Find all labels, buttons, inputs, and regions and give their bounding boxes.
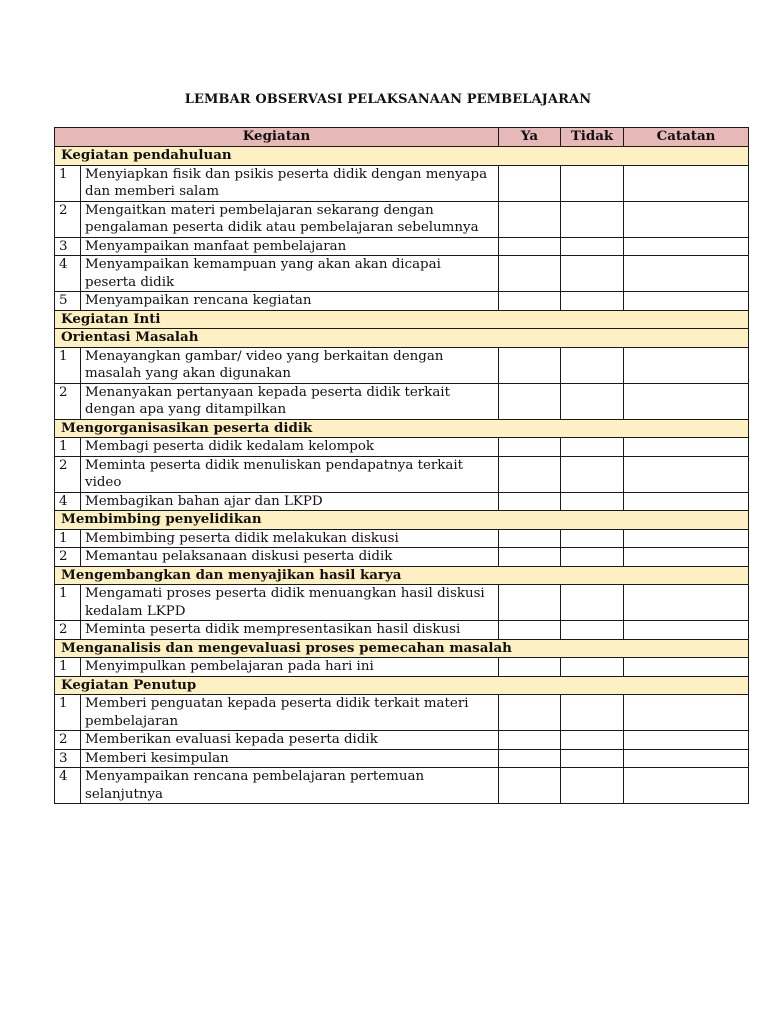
tidak-cell[interactable] bbox=[561, 695, 624, 731]
item-description: Membagikan bahan ajar dan LKPD bbox=[81, 492, 499, 511]
tidak-cell[interactable] bbox=[561, 585, 624, 621]
ya-cell[interactable] bbox=[499, 383, 561, 419]
table-row bbox=[55, 749, 749, 768]
item-number: 2 bbox=[55, 621, 81, 640]
table-row bbox=[55, 695, 749, 731]
section-row bbox=[55, 329, 749, 348]
catatan-cell[interactable] bbox=[624, 585, 749, 621]
ya-cell[interactable] bbox=[499, 548, 561, 567]
item-number: 4 bbox=[55, 768, 81, 804]
catatan-cell[interactable] bbox=[624, 383, 749, 419]
catatan-cell[interactable] bbox=[624, 731, 749, 750]
item-number: 2 bbox=[55, 456, 81, 492]
ya-cell[interactable] bbox=[499, 256, 561, 292]
catatan-cell[interactable] bbox=[624, 165, 749, 201]
section-row bbox=[55, 511, 749, 530]
item-description: Menayangkan gambar/ video yang berkaitan dengan masalah yang akan digunakan bbox=[81, 347, 499, 383]
table-row bbox=[55, 529, 749, 548]
catatan-cell[interactable] bbox=[624, 201, 749, 237]
item-number: 3 bbox=[55, 237, 81, 256]
catatan-cell[interactable] bbox=[624, 695, 749, 731]
tidak-cell[interactable] bbox=[561, 492, 624, 511]
catatan-cell[interactable] bbox=[624, 347, 749, 383]
tidak-cell[interactable] bbox=[561, 768, 624, 804]
item-description: Membimbing peserta didik melakukan diskusi bbox=[81, 529, 499, 548]
item-description: Menyampaikan manfaat pembelajaran bbox=[81, 237, 499, 256]
catatan-cell[interactable] bbox=[624, 768, 749, 804]
table-row bbox=[55, 438, 749, 457]
tidak-cell[interactable] bbox=[561, 529, 624, 548]
section-label: Orientasi Masalah bbox=[55, 329, 749, 348]
tidak-cell[interactable] bbox=[561, 456, 624, 492]
ya-cell[interactable] bbox=[499, 201, 561, 237]
section-row bbox=[55, 676, 749, 695]
catatan-cell[interactable] bbox=[624, 456, 749, 492]
item-number: 2 bbox=[55, 731, 81, 750]
catatan-cell[interactable] bbox=[624, 621, 749, 640]
item-description: Menyimpulkan pembelajaran pada hari ini bbox=[81, 658, 499, 677]
item-description: Mengaitkan materi pembelajaran sekarang dengan pengalaman peserta didik atau pembelajaran sebelumnya bbox=[81, 201, 499, 237]
table-row bbox=[55, 383, 749, 419]
item-number: 1 bbox=[55, 529, 81, 548]
header-catatan: Catatan bbox=[624, 128, 749, 147]
table-row bbox=[55, 456, 749, 492]
section-label: Kegiatan pendahuluan bbox=[55, 147, 749, 166]
tidak-cell[interactable] bbox=[561, 383, 624, 419]
section-row bbox=[55, 147, 749, 166]
section-label: Mengembangkan dan menyajikan hasil karya bbox=[55, 566, 749, 585]
catatan-cell[interactable] bbox=[624, 237, 749, 256]
catatan-cell[interactable] bbox=[624, 256, 749, 292]
item-description: Membagi peserta didik kedalam kelompok bbox=[81, 438, 499, 457]
item-number: 5 bbox=[55, 292, 81, 311]
item-description: Memberi penguatan kepada peserta didik terkait materi pembelajaran bbox=[81, 695, 499, 731]
tidak-cell[interactable] bbox=[561, 621, 624, 640]
table-header-row bbox=[55, 128, 749, 147]
item-number: 1 bbox=[55, 585, 81, 621]
ya-cell[interactable] bbox=[499, 456, 561, 492]
tidak-cell[interactable] bbox=[561, 256, 624, 292]
tidak-cell[interactable] bbox=[561, 658, 624, 677]
item-number: 2 bbox=[55, 548, 81, 567]
item-description: Menyampaikan kemampuan yang akan akan dicapai peserta didik bbox=[81, 256, 499, 292]
table-row bbox=[55, 731, 749, 750]
item-description: Menyampaikan rencana kegiatan bbox=[81, 292, 499, 311]
ya-cell[interactable] bbox=[499, 621, 561, 640]
item-number: 1 bbox=[55, 438, 81, 457]
ya-cell[interactable] bbox=[499, 585, 561, 621]
table-row bbox=[55, 621, 749, 640]
section-row bbox=[55, 310, 749, 329]
table-row bbox=[55, 347, 749, 383]
ya-cell[interactable] bbox=[499, 749, 561, 768]
table-row bbox=[55, 165, 749, 201]
item-number: 1 bbox=[55, 658, 81, 677]
table-row bbox=[55, 658, 749, 677]
item-number: 2 bbox=[55, 201, 81, 237]
section-label: Kegiatan Inti bbox=[55, 310, 749, 329]
catatan-cell[interactable] bbox=[624, 658, 749, 677]
observation-table bbox=[54, 127, 749, 804]
section-row bbox=[55, 566, 749, 585]
table-row bbox=[55, 492, 749, 511]
table-row bbox=[55, 768, 749, 804]
table-row bbox=[55, 585, 749, 621]
ya-cell[interactable] bbox=[499, 438, 561, 457]
tidak-cell[interactable] bbox=[561, 292, 624, 311]
catatan-cell[interactable] bbox=[624, 548, 749, 567]
catatan-cell[interactable] bbox=[624, 529, 749, 548]
item-number: 1 bbox=[55, 165, 81, 201]
tidak-cell[interactable] bbox=[561, 237, 624, 256]
ya-cell[interactable] bbox=[499, 492, 561, 511]
catatan-cell[interactable] bbox=[624, 292, 749, 311]
table-row bbox=[55, 201, 749, 237]
tidak-cell[interactable] bbox=[561, 201, 624, 237]
item-description: Memantau pelaksanaan diskusi peserta didik bbox=[81, 548, 499, 567]
document-title: LEMBAR OBSERVASI PELAKSANAAN PEMBELAJARAN bbox=[184, 92, 592, 107]
section-label: Mengorganisasikan peserta didik bbox=[55, 419, 749, 438]
tidak-cell[interactable] bbox=[561, 749, 624, 768]
item-number: 2 bbox=[55, 383, 81, 419]
ya-cell[interactable] bbox=[499, 165, 561, 201]
item-number: 1 bbox=[55, 347, 81, 383]
tidak-cell[interactable] bbox=[561, 347, 624, 383]
header-kegiatan: Kegiatan bbox=[55, 128, 499, 147]
table-row bbox=[55, 548, 749, 567]
section-row bbox=[55, 639, 749, 658]
ya-cell[interactable] bbox=[499, 731, 561, 750]
tidak-cell[interactable] bbox=[561, 731, 624, 750]
ya-cell[interactable] bbox=[499, 237, 561, 256]
section-label: Kegiatan Penutup bbox=[55, 676, 749, 695]
header-ya: Ya bbox=[499, 128, 561, 147]
item-number: 4 bbox=[55, 492, 81, 511]
ya-cell[interactable] bbox=[499, 658, 561, 677]
item-description: Menanyakan pertanyaan kepada peserta didik terkait dengan apa yang ditampilkan bbox=[81, 383, 499, 419]
table-row bbox=[55, 237, 749, 256]
header-tidak: Tidak bbox=[561, 128, 624, 147]
table-body bbox=[55, 147, 749, 804]
ya-cell[interactable] bbox=[499, 292, 561, 311]
item-description: Menyiapkan fisik dan psikis peserta didik dengan menyapa dan memberi salam bbox=[81, 165, 499, 201]
item-description: Menyampaikan rencana pembelajaran pertemuan selanjutnya bbox=[81, 768, 499, 804]
catatan-cell[interactable] bbox=[624, 492, 749, 511]
item-description: Memberikan evaluasi kepada peserta didik bbox=[81, 731, 499, 750]
ya-cell[interactable] bbox=[499, 768, 561, 804]
table-row bbox=[55, 256, 749, 292]
tidak-cell[interactable] bbox=[561, 165, 624, 201]
tidak-cell[interactable] bbox=[561, 548, 624, 567]
catatan-cell[interactable] bbox=[624, 438, 749, 457]
item-number: 3 bbox=[55, 749, 81, 768]
catatan-cell[interactable] bbox=[624, 749, 749, 768]
item-description: Mengamati proses peserta didik menuangkan hasil diskusi kedalam LKPD bbox=[81, 585, 499, 621]
item-number: 1 bbox=[55, 695, 81, 731]
section-label: Membimbing penyelidikan bbox=[55, 511, 749, 530]
ya-cell[interactable] bbox=[499, 347, 561, 383]
ya-cell[interactable] bbox=[499, 529, 561, 548]
section-row bbox=[55, 419, 749, 438]
item-number: 4 bbox=[55, 256, 81, 292]
table-row bbox=[55, 292, 749, 311]
section-label: Menganalisis dan mengevaluasi proses pemecahan masalah bbox=[55, 639, 749, 658]
item-description: Memberi kesimpulan bbox=[81, 749, 499, 768]
item-description: Meminta peserta didik mempresentasikan hasil diskusi bbox=[81, 621, 499, 640]
item-description: Meminta peserta didik menuliskan pendapatnya terkait video bbox=[81, 456, 499, 492]
tidak-cell[interactable] bbox=[561, 438, 624, 457]
ya-cell[interactable] bbox=[499, 695, 561, 731]
